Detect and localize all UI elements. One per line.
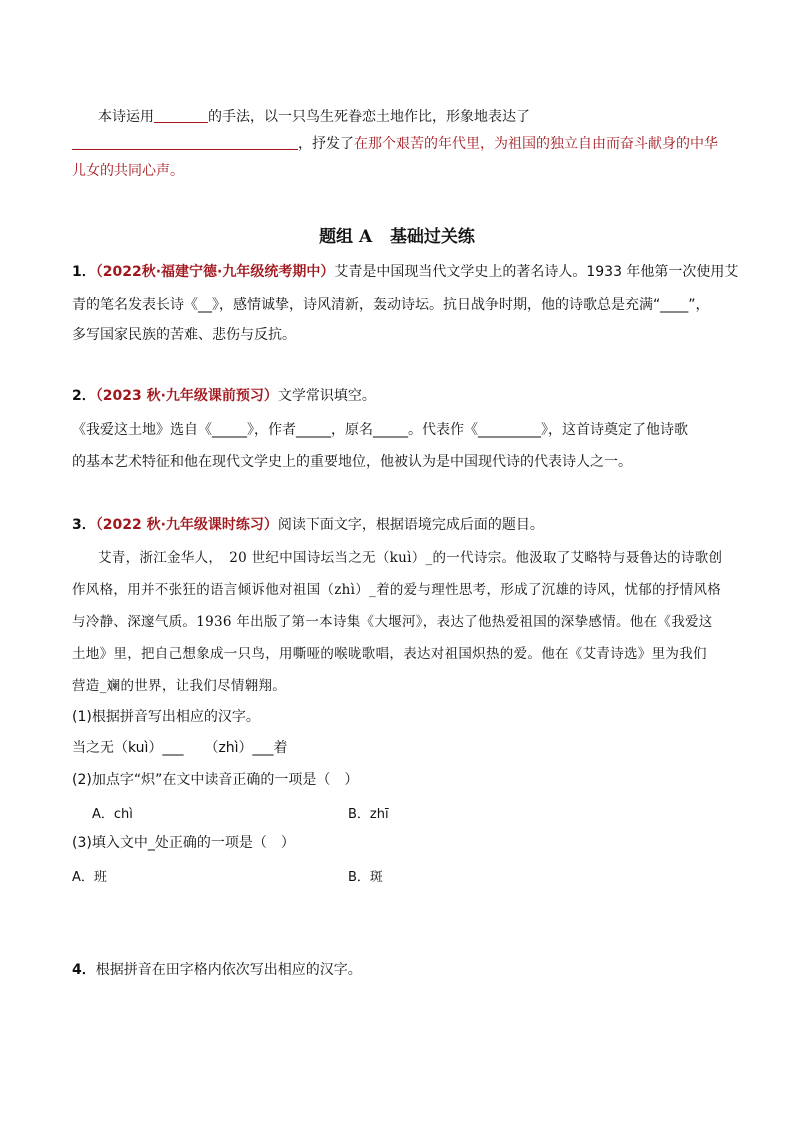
q2-line-1: 2．（2023 秋·九年级课前预习）文学常识填空。 [72, 388, 376, 404]
top-answer-text: 在那个艰苦的年代里，为祖国的独立自由而奋斗献身的中华 [354, 136, 718, 152]
question-number: 3． [72, 517, 96, 533]
q3-line-1: 3．（2022 秋·九年级课时练习）阅读下面文字，根据语境完成后面的题目。 [72, 517, 544, 533]
passage-line-3: 与冷静、深邃气质。1936 年出版了第一本诗集《大堰河》，表达了他热爱祖国的深挚感情。他在《我爱这 [72, 614, 713, 630]
question-number: 2． [72, 388, 96, 404]
subquestion-1: (1)根据拼音写出相应的汉字。 [72, 709, 260, 725]
passage-line-2: 作风格，用并不张狂的语言倾诉他对祖国（zhì）_着的爱与理性思考，形成了沉雄的诗风，忧郁的抒情风格 [72, 582, 722, 598]
subquestion-2: (2)加点字“炽”在文中读音正确的一项是（ ） [72, 772, 359, 788]
question-source: （2023 秋·九年级课前预习） [95, 388, 278, 404]
question-number: 1． [72, 264, 96, 280]
answer-blank [72, 135, 298, 150]
top-text: 的手法，以一只鸟生死眷恋土地作比，形象地表达了 [208, 109, 530, 125]
question-source: （2022秋·福建宁德·九年级统考期中） [95, 264, 335, 280]
passage-line-4: 土地》里，把自己想象成一只鸟，用嘶哑的喉咙歌唱，表达对祖国炽热的爱。他在《艾青诗选》里为我们 [72, 646, 707, 662]
q1-line-3: 多写国家民族的苦难、悲伤与反抗。 [72, 327, 296, 343]
q4-line-1: 4．根据拼音在田字格内依次写出相应的汉字。 [72, 962, 362, 978]
passage-line-1: 艾青，浙江金华人， 20 世纪中国诗坛当之无（kuì）_的一代诗宗。他汲取了艾略特与聂鲁达的诗歌创 [98, 550, 723, 566]
option-b: B．zhī [348, 807, 389, 822]
q1-line-2: 青的笔名发表长诗《__》，感情诚挚，诗风清新，轰动诗坛。抗日战争时期，他的诗歌总是充满“____”， [72, 297, 710, 313]
question-number: 4． [72, 962, 96, 978]
q2-line-3: 的基本艺术特征和他在现代文学史上的重要地位，他被认为是中国现代诗的代表诗人之一。 [72, 454, 632, 470]
top-text: 本诗运用 [98, 109, 154, 125]
q2-line-2: 《我爱这土地》选自《_____》，作者_____，原名_____。代表作《_________》，这首诗奠定了他诗歌 [72, 422, 688, 438]
top-line-3: 儿女的共同心声。 [72, 163, 184, 179]
top-line-1 [98, 107, 722, 127]
top-line-2 [72, 134, 722, 154]
top-text: ，抒发了 [298, 136, 354, 152]
question-source: （2022 秋·九年级课时练习） [95, 517, 278, 533]
option-a: A．chì [92, 807, 133, 822]
subquestion-1-blanks: 当之无（kuì）___ （zhì）___着 [72, 740, 288, 756]
answer-blank [154, 108, 208, 123]
passage-line-5: 营造_斓的世界，让我们尽情翱翔。 [72, 678, 287, 694]
option-b: B．斑 [348, 870, 383, 885]
q1-line-1: 1．（2022秋·福建宁德·九年级统考期中）艾青是中国现当代文学史上的著名诗人。1933 年他第一次使用艾 [72, 264, 739, 280]
option-a: A．班 [72, 870, 107, 885]
section-title: 题组 A 基础过关练 [319, 227, 475, 247]
subquestion-3: (3)填入文中_处正确的一项是（ ） [72, 835, 295, 851]
